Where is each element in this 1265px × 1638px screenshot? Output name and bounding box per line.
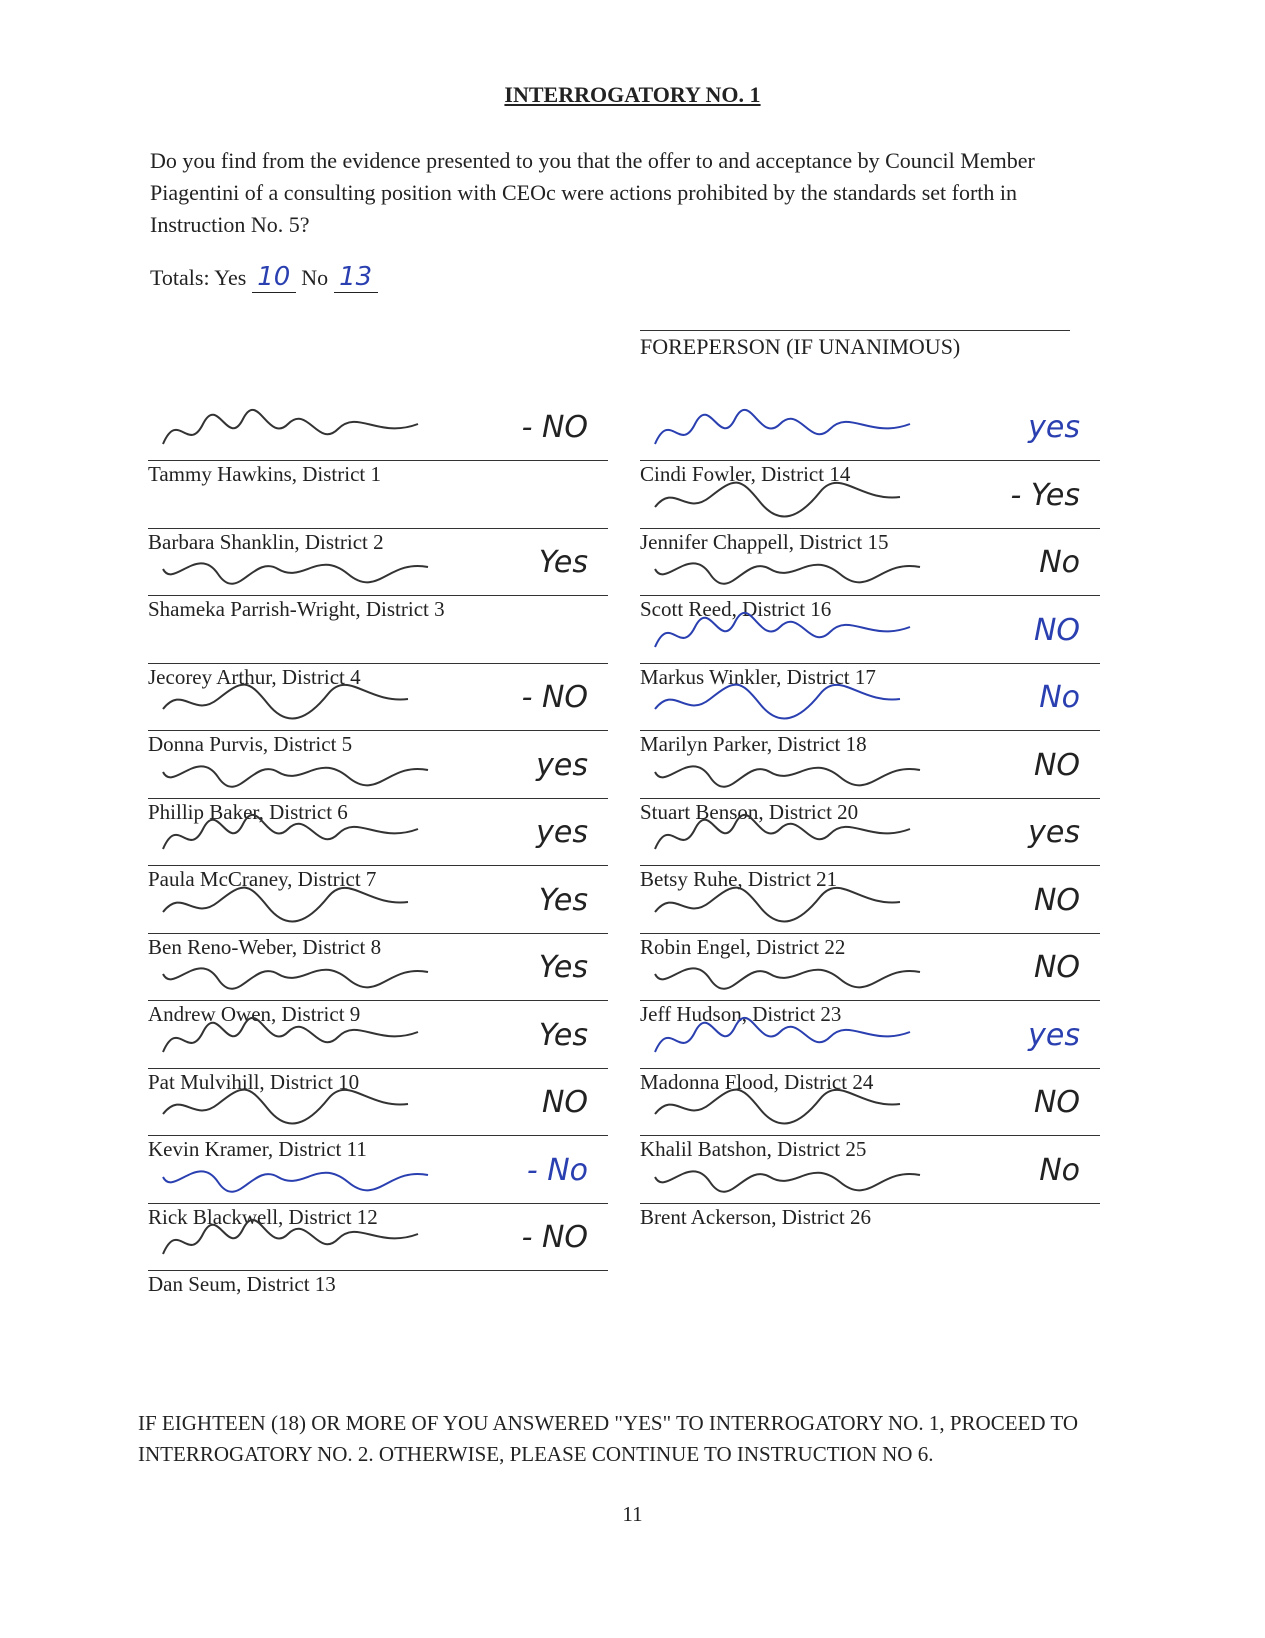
handwritten-signature: [650, 809, 950, 864]
yes-total: 10: [252, 262, 296, 293]
signature-line: [640, 663, 1100, 664]
handwritten-signature: [650, 877, 950, 932]
handwritten-vote: yes: [1028, 1017, 1080, 1053]
no-label: No: [301, 265, 329, 290]
handwritten-signature: [650, 1079, 950, 1134]
juror-name: Brent Ackerson, District 26: [640, 1204, 871, 1229]
signature-line: [640, 595, 1100, 596]
handwritten-signature: [158, 742, 458, 797]
signature-line: [640, 460, 1100, 461]
handwritten-vote: - NO: [521, 1220, 588, 1255]
juror-name: Jennifer Chappell, District 15: [640, 529, 889, 554]
handwritten-signature: [650, 404, 950, 459]
handwritten-signature: [158, 539, 458, 594]
juror-name: Ben Reno-Weber, District 8: [148, 934, 382, 959]
juror-name: Betsy Ruhe, District 21: [640, 867, 838, 891]
interrogatory-question: Do you find from the evidence presented to you that the offer to and acceptance by Council Member Piagentini of a consulting position with CEOc were actions prohibited by the standards set forth in Instruction No. 5?: [150, 148, 1035, 237]
handwritten-vote: - NO: [521, 410, 588, 445]
handwritten-signature: [650, 674, 950, 729]
handwritten-signature: [650, 742, 950, 797]
handwritten-signature: [158, 1012, 458, 1067]
juror-name: Rick Blackwell, District 12: [148, 1204, 378, 1229]
juror-name: Cindi Fowler, District 14: [640, 462, 851, 486]
signature-line: [640, 798, 1100, 799]
handwritten-vote: yes: [536, 815, 588, 850]
handwritten-vote: Yes: [538, 545, 588, 580]
signature-line: [640, 528, 1100, 529]
handwritten-signature: [158, 877, 458, 932]
signature-line: [148, 528, 608, 529]
signature-line: [148, 595, 608, 596]
juror-name: Jecorey Arthur, District 4: [148, 664, 361, 689]
handwritten-signature: [650, 607, 950, 662]
handwritten-vote: No: [1039, 680, 1080, 715]
handwritten-vote: yes: [1028, 815, 1080, 850]
footer-instruction: IF EIGHTEEN (18) OR MORE OF YOU ANSWERED "YES" TO INTERROGATORY NO. 1, PROCEED TO INTERROGATORY NO. 2. OTHERWISE, PLEASE CONTINUE TO INSTRUCTION NO 6.: [138, 1411, 1079, 1466]
juror-name: Marilyn Parker, District 18: [640, 732, 867, 756]
handwritten-signature: [650, 1147, 950, 1202]
signature-line: [148, 1270, 608, 1271]
signature-line: [148, 1135, 608, 1136]
signature-line: [640, 1000, 1100, 1001]
foreperson-signature-line: [640, 330, 1070, 331]
handwritten-signature: [650, 944, 950, 999]
handwritten-vote: No: [1039, 545, 1080, 580]
signature-line: [148, 1203, 608, 1204]
juror-name: Jeff Hudson, District 23: [640, 1002, 842, 1026]
signature-line: [148, 663, 608, 664]
handwritten-vote: - Yes: [1010, 477, 1080, 513]
handwritten-vote: Yes: [538, 950, 588, 985]
handwritten-vote: No: [1039, 1152, 1080, 1188]
juror-name: Madonna Flood, District 24: [640, 1069, 874, 1094]
page-number: 11: [622, 1502, 643, 1526]
handwritten-signature: [158, 1147, 458, 1202]
handwritten-vote: NO: [1033, 747, 1080, 783]
signature-line: [148, 865, 608, 866]
handwritten-signature: [650, 472, 950, 527]
handwritten-signature: [158, 674, 458, 729]
juror-name: Shameka Parrish-Wright, District 3: [148, 597, 445, 621]
juror-name: Robin Engel, District 22: [640, 934, 846, 959]
handwritten-vote: NO: [1033, 612, 1080, 648]
juror-name: Tammy Hawkins, District 1: [148, 462, 381, 486]
handwritten-vote: NO: [1033, 950, 1080, 985]
signature-line: [148, 798, 608, 799]
juror-name: Andrew Owen, District 9: [148, 1002, 361, 1026]
handwritten-signature: [650, 1012, 950, 1067]
signature-line: [640, 865, 1100, 866]
totals-label: Totals:: [150, 265, 210, 290]
juror-row: [148, 410, 608, 512]
handwritten-vote: - No: [526, 1152, 588, 1188]
juror-name: Phillip Baker, District 6: [148, 799, 348, 824]
signature-line: [640, 1203, 1100, 1204]
foreperson-label: FOREPERSON (IF UNANIMOUS): [640, 334, 961, 359]
vote-totals: [150, 262, 378, 293]
handwritten-vote: yes: [1028, 410, 1080, 445]
juror-name: Donna Purvis, District 5: [148, 732, 353, 756]
juror-name: Scott Reed, District 16: [640, 597, 832, 621]
handwritten-vote: Yes: [538, 882, 588, 918]
handwritten-signature: [158, 404, 458, 459]
handwritten-signature: [158, 1214, 458, 1269]
juror-row: [148, 545, 608, 647]
juror-name: Barbara Shanklin, District 2: [148, 529, 384, 554]
handwritten-signature: [158, 1079, 458, 1134]
juror-row: [148, 1220, 608, 1322]
yes-label: Yes: [214, 265, 247, 290]
juror-name: Paula McCraney, District 7: [148, 867, 377, 891]
handwritten-vote: Yes: [538, 1017, 588, 1053]
juror-name: Khalil Batshon, District 25: [640, 1137, 867, 1161]
signature-line: [148, 460, 608, 461]
juror-name: Kevin Kramer, District 11: [148, 1137, 367, 1161]
signature-line: [640, 1068, 1100, 1069]
handwritten-signature: [158, 809, 458, 864]
handwritten-signature: [650, 539, 950, 594]
signature-line: [640, 730, 1100, 731]
handwritten-vote: NO: [1033, 882, 1080, 918]
handwritten-vote: NO: [541, 1085, 588, 1120]
handwritten-vote: - NO: [521, 680, 588, 715]
juror-name: Pat Mulvihill, District 10: [148, 1069, 360, 1094]
signature-line: [148, 730, 608, 731]
document-title: INTERROGATORY NO. 1: [504, 82, 761, 107]
no-total: 13: [334, 262, 378, 293]
juror-name: Markus Winkler, District 17: [640, 664, 876, 689]
handwritten-signature: [158, 944, 458, 999]
signature-line: [640, 933, 1100, 934]
signature-line: [148, 933, 608, 934]
signature-line: [640, 1135, 1100, 1136]
juror-name: Dan Seum, District 13: [148, 1272, 336, 1296]
signature-line: [148, 1000, 608, 1001]
juror-row: [640, 1152, 1100, 1255]
handwritten-vote: yes: [536, 747, 588, 783]
handwritten-vote: NO: [1033, 1085, 1080, 1120]
signature-line: [148, 1068, 608, 1069]
juror-name: Stuart Benson, District 20: [640, 799, 859, 824]
